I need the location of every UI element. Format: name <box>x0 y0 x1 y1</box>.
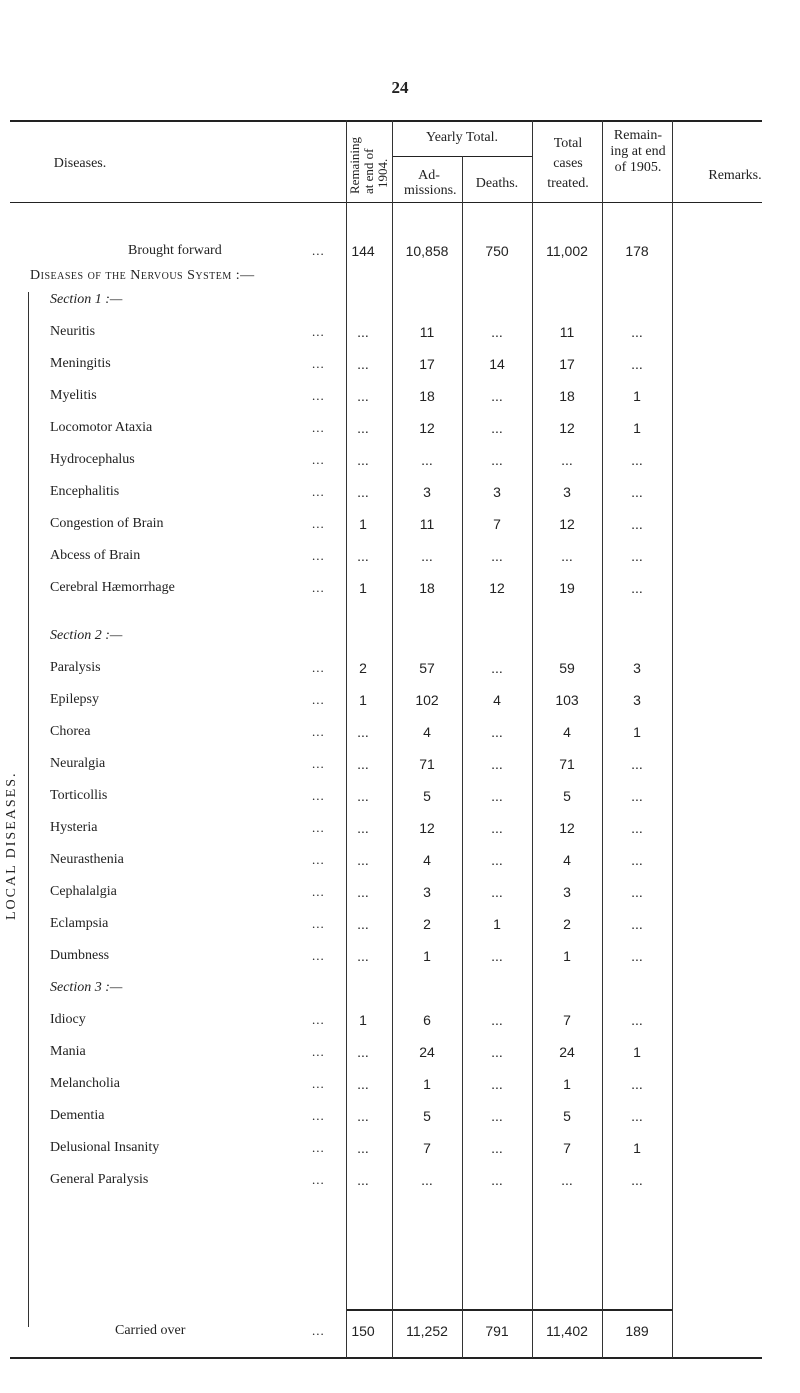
cell-deaths: 750 <box>485 243 509 259</box>
cell-end: ... <box>631 516 643 532</box>
side-label-local-diseases: LOCAL DISEASES. <box>4 771 19 920</box>
table-row <box>0 1108 800 1132</box>
cell-remaining: 1 <box>359 516 367 532</box>
table-row <box>0 692 800 716</box>
leader-dots: ... <box>312 916 325 931</box>
row-label: Dementia <box>50 1108 105 1123</box>
leader-dots: ... <box>312 756 325 771</box>
row-label: Idiocy <box>50 1012 86 1027</box>
header-admissions: Ad- missions. <box>404 168 457 198</box>
header-remaining-1905: Remain- ing at end of 1905. <box>610 128 666 175</box>
cell-remaining: ... <box>357 916 369 932</box>
leader-dots: ... <box>312 1172 325 1187</box>
cell-deaths: 3 <box>493 484 501 500</box>
leader-dots: ... <box>312 788 325 803</box>
carried-over-top-rule <box>346 1309 672 1311</box>
cell-end: ... <box>631 356 643 372</box>
cell-end: ... <box>631 548 643 564</box>
cell-end: 178 <box>625 243 649 259</box>
leader-dots: ... <box>312 724 325 739</box>
cell-end: ... <box>631 788 643 804</box>
cell-deaths: ... <box>491 884 503 900</box>
cell-remaining: ... <box>357 420 369 436</box>
cell-admissions: 11 <box>419 324 435 340</box>
cell-remaining: ... <box>357 852 369 868</box>
cell-remaining: 2 <box>359 660 367 676</box>
cell-end: 189 <box>625 1323 649 1339</box>
row-label: Abcess of Brain <box>50 548 141 563</box>
cell-total: 11 <box>559 324 575 340</box>
cell-end: ... <box>631 1076 643 1092</box>
cell-deaths: ... <box>491 820 503 836</box>
leader-dots: ... <box>312 516 325 531</box>
cell-total: 24 <box>559 1044 575 1060</box>
table-bottom-rule <box>10 1357 762 1359</box>
row-label: Section 2 :— <box>50 628 123 643</box>
row-label: Diseases of the Nervous System :— <box>30 268 255 283</box>
row-label: Neuritis <box>50 324 96 339</box>
header-remaining-line1: Remaining <box>347 136 362 194</box>
cell-remaining: ... <box>357 1076 369 1092</box>
cell-admissions: ... <box>421 1172 433 1188</box>
cell-remaining: ... <box>357 884 369 900</box>
cell-admissions: 7 <box>423 1140 431 1156</box>
header-total-cases: Total cases treated. <box>547 136 589 191</box>
cell-admissions: 71 <box>419 756 435 772</box>
row-label: Neuralgia <box>50 756 106 771</box>
cell-remaining: ... <box>357 788 369 804</box>
table-row <box>0 548 800 572</box>
leader-dots: ... <box>312 388 325 403</box>
row-label: General Paralysis <box>50 1172 149 1187</box>
cell-deaths: ... <box>491 1076 503 1092</box>
cell-total: 17 <box>559 356 575 372</box>
header-yearly-total: Yearly Total. <box>425 130 498 145</box>
table-row <box>0 243 800 267</box>
cell-deaths: 12 <box>489 580 505 596</box>
cell-deaths: ... <box>491 1108 503 1124</box>
leader-dots: ... <box>312 1323 325 1338</box>
cell-total: 5 <box>563 788 571 804</box>
table-row <box>0 268 800 292</box>
row-label: Melancholia <box>50 1076 120 1091</box>
header-deaths: Deaths. <box>475 176 519 191</box>
cell-total: 3 <box>563 884 571 900</box>
cell-total: ... <box>561 1172 573 1188</box>
cell-total: ... <box>561 548 573 564</box>
table-row <box>0 916 800 940</box>
row-label: Hysteria <box>50 820 98 835</box>
cell-remaining: ... <box>357 484 369 500</box>
cell-remaining: 1 <box>359 580 367 596</box>
table-row <box>0 1323 800 1347</box>
row-label: Section 3 :— <box>50 980 123 995</box>
cell-admissions: 17 <box>419 356 435 372</box>
cell-admissions: 1 <box>423 1076 431 1092</box>
cell-total: 3 <box>563 484 571 500</box>
cell-total: ... <box>561 452 573 468</box>
cell-end: ... <box>631 484 643 500</box>
cell-admissions: 6 <box>423 1012 431 1028</box>
row-label: Carried over <box>115 1323 186 1338</box>
cell-admissions: 4 <box>423 724 431 740</box>
header-bottom-rule <box>10 202 762 203</box>
leader-dots: ... <box>312 1044 325 1059</box>
row-label: Dumbness <box>50 948 110 963</box>
leader-dots: ... <box>312 1140 325 1155</box>
cell-remaining: ... <box>357 388 369 404</box>
cell-total: 12 <box>559 820 575 836</box>
header-remaining-line3: 1904. <box>375 158 390 188</box>
cell-total: 11,402 <box>546 1323 588 1339</box>
cell-admissions: 5 <box>423 788 431 804</box>
row-label: Chorea <box>50 724 91 739</box>
header-diseases: Diseases. <box>53 156 107 171</box>
table-row <box>0 292 800 316</box>
cell-remaining: ... <box>357 1108 369 1124</box>
cell-admissions: ... <box>421 452 433 468</box>
cell-admissions: 3 <box>423 484 431 500</box>
cell-total: 18 <box>559 388 575 404</box>
table-row <box>0 356 800 380</box>
leader-dots: ... <box>312 1108 325 1123</box>
leader-dots: ... <box>312 324 325 339</box>
table-row <box>0 1012 800 1036</box>
cell-end: 1 <box>633 724 641 740</box>
cell-remaining: 1 <box>359 1012 367 1028</box>
row-label: Myelitis <box>50 388 97 403</box>
cell-total: 12 <box>559 420 575 436</box>
cell-deaths: 14 <box>489 356 505 372</box>
row-label: Hydrocephalus <box>50 452 135 467</box>
cell-total: 103 <box>555 692 579 708</box>
cell-end: ... <box>631 948 643 964</box>
cell-remaining: ... <box>357 756 369 772</box>
row-label: Mania <box>50 1044 86 1059</box>
cell-end: 3 <box>633 660 641 676</box>
cell-admissions: 3 <box>423 884 431 900</box>
cell-remaining: ... <box>357 548 369 564</box>
cell-total: 59 <box>559 660 575 676</box>
leader-dots: ... <box>312 420 325 435</box>
cell-remaining: ... <box>357 324 369 340</box>
cell-end: ... <box>631 820 643 836</box>
cell-total: 1 <box>563 948 571 964</box>
cell-admissions: 12 <box>419 420 435 436</box>
cell-admissions: ... <box>421 548 433 564</box>
table-row <box>0 388 800 412</box>
cell-admissions: 11 <box>419 516 435 532</box>
leader-dots: ... <box>312 852 325 867</box>
leader-dots: ... <box>312 660 325 675</box>
cell-remaining: 144 <box>351 243 375 259</box>
row-label: Torticollis <box>50 788 108 803</box>
cell-deaths: ... <box>491 948 503 964</box>
cell-admissions: 2 <box>423 916 431 932</box>
leader-dots: ... <box>312 243 325 258</box>
table-row <box>0 820 800 844</box>
table-row <box>0 980 800 1004</box>
cell-deaths: ... <box>491 1172 503 1188</box>
cell-total: 12 <box>559 516 575 532</box>
row-label: Locomotor Ataxia <box>50 420 153 435</box>
cell-remaining: 150 <box>351 1323 375 1339</box>
cell-deaths: ... <box>491 420 503 436</box>
table-row <box>0 484 800 508</box>
leader-dots: ... <box>312 948 325 963</box>
cell-end: ... <box>631 452 643 468</box>
cell-admissions: 18 <box>419 388 435 404</box>
header-remaining-1904 <box>346 128 390 194</box>
row-label: Neurasthenia <box>50 852 124 867</box>
table-row <box>0 452 800 476</box>
cell-total: 1 <box>563 1076 571 1092</box>
cell-admissions: 5 <box>423 1108 431 1124</box>
cell-total: 2 <box>563 916 571 932</box>
cell-admissions: 1 <box>423 948 431 964</box>
table-row <box>0 788 800 812</box>
cell-total: 4 <box>563 724 571 740</box>
cell-deaths: 1 <box>493 916 501 932</box>
cell-end: 1 <box>633 1140 641 1156</box>
row-label: Encephalitis <box>50 484 120 499</box>
row-label: Delusional Insanity <box>50 1140 160 1155</box>
cell-deaths: ... <box>491 788 503 804</box>
cell-total: 11,002 <box>546 243 588 259</box>
cell-end: 1 <box>633 388 641 404</box>
table-row <box>0 580 800 604</box>
cell-total: 7 <box>563 1012 571 1028</box>
table-row <box>0 1044 800 1068</box>
cell-admissions: 57 <box>419 660 435 676</box>
cell-deaths: 7 <box>493 516 501 532</box>
header-remaining-line2: at end of <box>361 148 376 194</box>
row-label: Eclampsia <box>50 916 109 931</box>
leader-dots: ... <box>312 452 325 467</box>
cell-admissions: 24 <box>419 1044 435 1060</box>
cell-deaths: ... <box>491 1012 503 1028</box>
cell-remaining: ... <box>357 356 369 372</box>
cell-remaining: ... <box>357 1172 369 1188</box>
cell-end: ... <box>631 1012 643 1028</box>
table-row <box>0 884 800 908</box>
cell-deaths: ... <box>491 548 503 564</box>
cell-end: ... <box>631 1172 643 1188</box>
page-number: 24 <box>391 78 409 97</box>
row-label: Cerebral Hæmorrhage <box>50 580 175 595</box>
cell-admissions: 18 <box>419 580 435 596</box>
cell-remaining: ... <box>357 452 369 468</box>
row-label: Paralysis <box>50 660 101 675</box>
cell-end: ... <box>631 756 643 772</box>
table-row <box>0 852 800 876</box>
cell-deaths: ... <box>491 388 503 404</box>
cell-remaining: ... <box>357 820 369 836</box>
leader-dots: ... <box>312 692 325 707</box>
table-row <box>0 1076 800 1100</box>
leader-dots: ... <box>312 356 325 371</box>
cell-deaths: ... <box>491 756 503 772</box>
cell-end: ... <box>631 324 643 340</box>
cell-end: ... <box>631 852 643 868</box>
cell-deaths: 791 <box>485 1323 509 1339</box>
table-row <box>0 1172 800 1196</box>
cell-deaths: ... <box>491 724 503 740</box>
cell-total: 4 <box>563 852 571 868</box>
leader-dots: ... <box>312 820 325 835</box>
cell-end: ... <box>631 916 643 932</box>
cell-deaths: 4 <box>493 692 501 708</box>
cell-deaths: ... <box>491 660 503 676</box>
cell-total: 7 <box>563 1140 571 1156</box>
cell-admissions: 11,252 <box>406 1323 448 1339</box>
table-row <box>0 628 800 652</box>
cell-admissions: 102 <box>415 692 439 708</box>
cell-end: ... <box>631 884 643 900</box>
cell-end: 1 <box>633 420 641 436</box>
cell-remaining: ... <box>357 1140 369 1156</box>
row-label: Epilepsy <box>50 692 99 707</box>
table-row <box>0 660 800 684</box>
cell-total: 19 <box>559 580 575 596</box>
cell-deaths: ... <box>491 324 503 340</box>
table-row <box>0 1140 800 1164</box>
table-row <box>0 756 800 780</box>
leader-dots: ... <box>312 884 325 899</box>
leader-dots: ... <box>312 580 325 595</box>
cell-remaining: ... <box>357 724 369 740</box>
cell-end: ... <box>631 580 643 596</box>
header-remarks: Remarks. <box>708 168 762 183</box>
cell-deaths: ... <box>491 1044 503 1060</box>
cell-remaining: ... <box>357 1044 369 1060</box>
cell-remaining: ... <box>357 948 369 964</box>
cell-end: ... <box>631 1108 643 1124</box>
row-label: Section 1 :— <box>50 292 123 307</box>
cell-deaths: ... <box>491 852 503 868</box>
cell-remaining: 1 <box>359 692 367 708</box>
cell-total: 5 <box>563 1108 571 1124</box>
table-row <box>0 324 800 348</box>
table-row <box>0 948 800 972</box>
leader-dots: ... <box>312 484 325 499</box>
cell-deaths: ... <box>491 452 503 468</box>
cell-end: 3 <box>633 692 641 708</box>
cell-deaths: ... <box>491 1140 503 1156</box>
leader-dots: ... <box>312 1012 325 1027</box>
row-label: Meningitis <box>50 356 111 371</box>
table-row <box>0 420 800 444</box>
row-label: Brought forward <box>128 243 222 258</box>
table-row <box>0 724 800 748</box>
table-row <box>0 516 800 540</box>
cell-end: 1 <box>633 1044 641 1060</box>
cell-admissions: 4 <box>423 852 431 868</box>
cell-admissions: 12 <box>419 820 435 836</box>
row-label: Cephalalgia <box>50 884 117 899</box>
cell-total: 71 <box>559 756 575 772</box>
row-label: Congestion of Brain <box>50 516 164 531</box>
leader-dots: ... <box>312 1076 325 1091</box>
table-top-rule <box>10 120 762 122</box>
cell-admissions: 10,858 <box>405 243 449 259</box>
leader-dots: ... <box>312 548 325 563</box>
